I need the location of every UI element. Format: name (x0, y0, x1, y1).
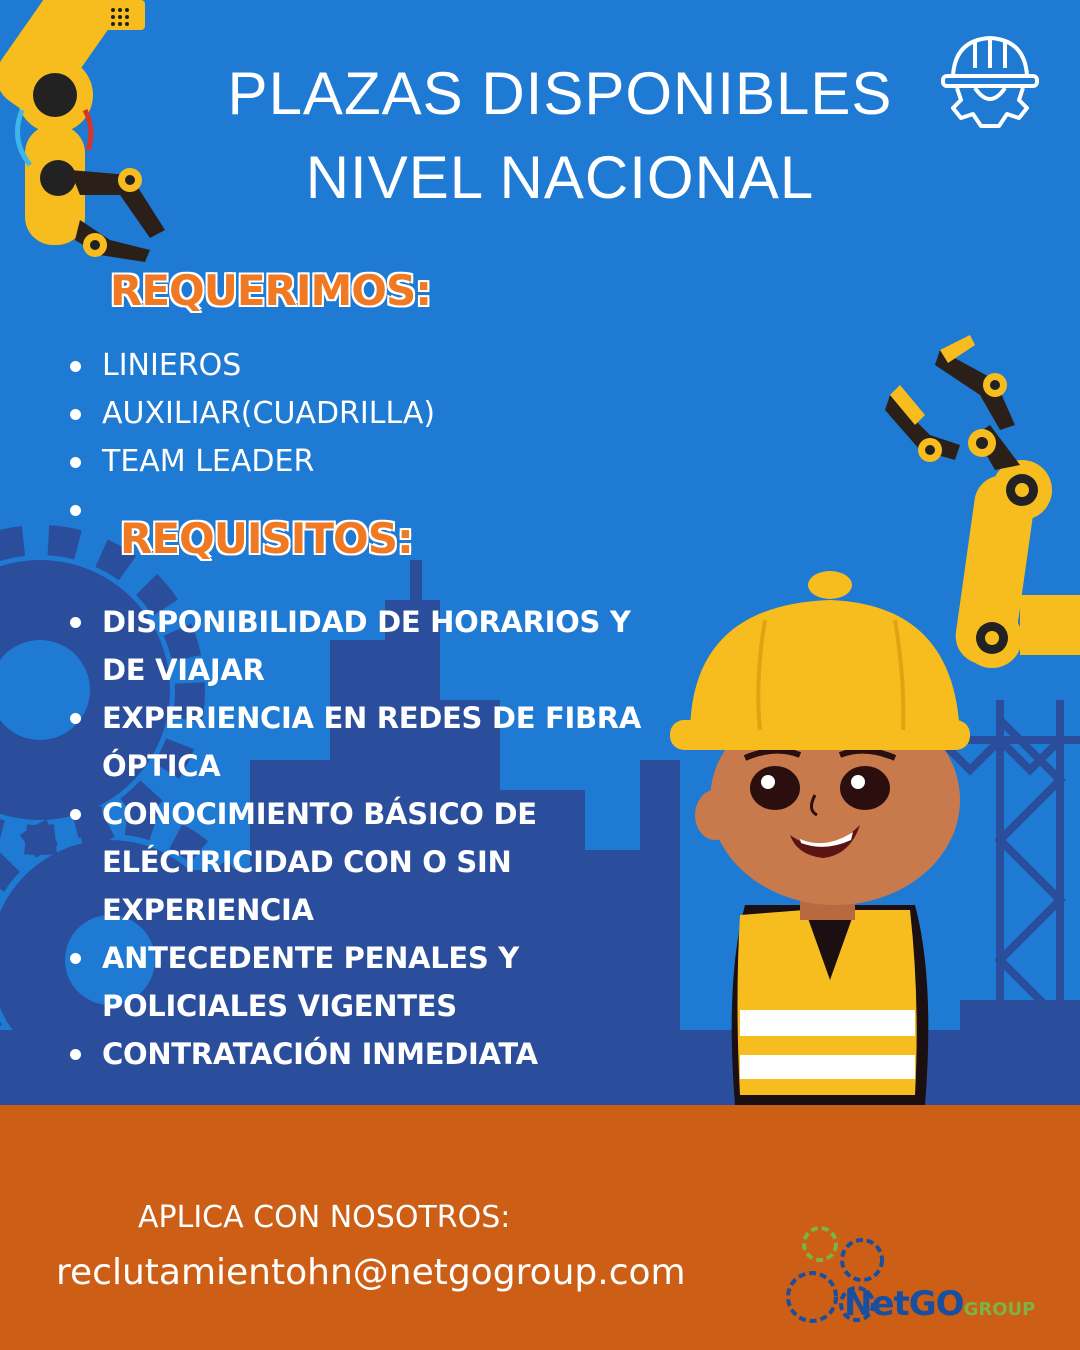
logo-main-text: NetGO (844, 1284, 964, 1324)
logo-text (844, 1284, 1035, 1324)
list-item: CONTRATACIÓN INMEDIATA (68, 1030, 668, 1078)
list-item: DISPONIBILIDAD DE HORARIOS Y DE VIAJAR (68, 598, 668, 694)
apply-label: APLICA CON NOSOTROS: (138, 1200, 511, 1235)
title-line-2: NIVEL NACIONAL (305, 144, 815, 211)
contact-email[interactable]: reclutamientohn@netgogroup.com (56, 1252, 686, 1293)
robotic-arm-icon (0, 0, 200, 280)
list-item: TEAM LEADER (68, 438, 435, 486)
list-item: CONOCIMIENTO BÁSICO DE ELÉCTRICIDAD CON O SIN EXPERIENCIA (68, 790, 668, 934)
list-item: ANTECEDENTE PENALES Y POLICIALES VIGENTES (68, 934, 668, 1030)
requirements-list (68, 598, 668, 1078)
positions-list (68, 342, 435, 534)
requerimos-heading: REQUERIMOS: (110, 266, 432, 315)
page-title (200, 52, 920, 220)
list-item: EXPERIENCIA EN REDES DE FIBRA ÓPTICA (68, 694, 668, 790)
helmet-gear-icon (935, 28, 1045, 138)
title-line-1: PLAZAS DISPONIBLES (227, 60, 893, 127)
list-item: AUXILIAR(CUADRILLA) (68, 390, 435, 438)
requisitos-heading: REQUISITOS: (120, 514, 413, 563)
list-item: LINIEROS (68, 342, 435, 390)
logo-sub-text: GROUP (963, 1299, 1036, 1320)
worker-illustration (665, 560, 985, 1105)
netgo-logo (782, 1222, 1052, 1332)
